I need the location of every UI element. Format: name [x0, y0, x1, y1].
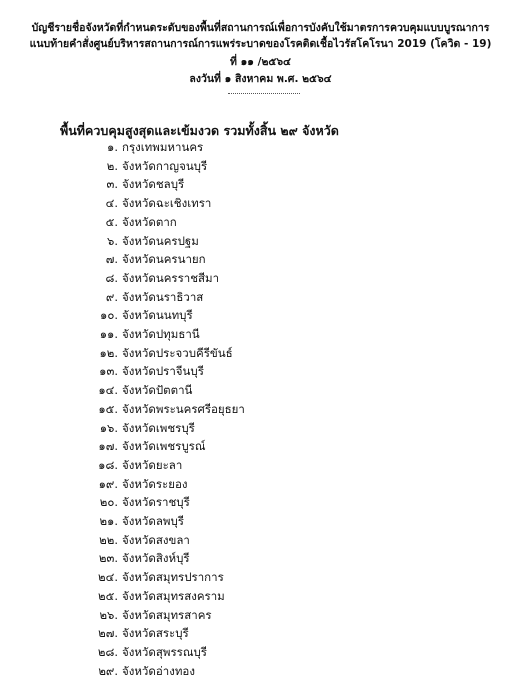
province-number: ๗.	[105, 252, 118, 267]
province-name: จังหวัดปราจีนบุรี	[122, 364, 204, 379]
province-name: กรุงเทพมหานคร	[122, 140, 204, 154]
province-list-item	[0, 194, 521, 212]
province-list-item	[0, 643, 521, 661]
order-number: ที่ ๑๑ /๒๕๖๔	[230, 56, 291, 68]
province-name: จังหวัดสุพรรณบุรี	[122, 644, 207, 659]
province-list-item	[0, 250, 521, 268]
province-number: ๑๒.	[99, 345, 118, 360]
province-name: จังหวัดอ่างทอง	[122, 663, 195, 678]
province-number: ๔.	[105, 196, 118, 211]
province-list-item	[0, 419, 521, 437]
province-name: จังหวัดนครนายก	[122, 252, 206, 267]
province-list-item	[0, 475, 521, 493]
province-name: จังหวัดนนทบุรี	[122, 308, 193, 323]
province-name: จังหวัดปัตตานี	[122, 383, 193, 398]
province-number: ๒๑.	[99, 514, 118, 528]
province-list-item	[0, 531, 521, 549]
province-number: ๑๘.	[98, 457, 118, 472]
province-number: ๕.	[105, 214, 118, 229]
province-number: ๑๑.	[99, 327, 118, 341]
province-name: จังหวัดตาก	[122, 214, 177, 229]
province-name: จังหวัดเพชรบูรณ์	[122, 439, 206, 454]
province-list-item	[0, 606, 521, 624]
province-list-item	[0, 288, 521, 306]
province-number: ๑.	[107, 140, 118, 154]
province-number: ๒๗.	[98, 626, 118, 641]
section-heading: พื้นที่ควบคุมสูงสุดและเข้มงวด รวมทั้งสิ้น ๒๙ จังหวัด	[60, 123, 339, 138]
province-number: ๙.	[105, 289, 118, 304]
province-list-item	[0, 362, 521, 380]
province-list-item	[0, 138, 521, 156]
province-name: จังหวัดยะลา	[122, 457, 183, 472]
province-name: จังหวัดนครปฐม	[122, 233, 199, 248]
province-name: จังหวัดฉะเชิงเทรา	[122, 196, 212, 211]
province-list-item	[0, 400, 521, 418]
province-list-item	[0, 437, 521, 455]
province-number: ๑๕.	[98, 401, 118, 416]
province-name: จังหวัดชลบุรี	[122, 177, 185, 192]
province-number: ๖.	[107, 233, 118, 248]
province-number: ๒๙.	[98, 663, 118, 678]
province-number: ๒๓.	[98, 551, 118, 566]
province-list-item	[0, 325, 521, 343]
province-number: ๑๓.	[99, 364, 118, 379]
province-list-item	[0, 512, 521, 530]
province-name: จังหวัดพระนครศรีอยุธยา	[122, 401, 245, 416]
document-title-line-2: แนบท้ายคำสั่งศูนย์บริหารสถานการณ์การแพร่ระบาดของโรคติดเชื้อไวรัสโคโรนา 2019 (โควิด - 19)	[29, 38, 492, 50]
province-name: จังหวัดสมุทรปราการ	[122, 570, 224, 585]
province-number: ๒๘.	[97, 644, 118, 659]
province-name: จังหวัดสมุทรสาคร	[122, 607, 212, 622]
province-list-item	[0, 175, 521, 193]
province-name: จังหวัดเพชรบุรี	[122, 420, 195, 435]
province-list-item	[0, 549, 521, 567]
province-number: ๘.	[105, 270, 118, 285]
province-number: ๓.	[106, 177, 118, 192]
province-list-item	[0, 344, 521, 362]
province-number: ๑๔.	[98, 383, 118, 398]
province-list-item	[0, 157, 521, 175]
province-number: ๒๒.	[99, 532, 118, 547]
province-number: ๑๙.	[98, 476, 118, 491]
province-number: ๑๖.	[99, 420, 118, 435]
dotted-divider	[228, 93, 300, 94]
order-date: ลงวันที่ ๑ สิงหาคม พ.ศ. ๒๕๖๔	[189, 73, 332, 85]
province-number: ๒๖.	[99, 607, 118, 622]
province-name: จังหวัดนครราชสีมา	[122, 270, 220, 285]
province-number: ๒๔.	[98, 570, 118, 585]
document-title-line-1: บัญชีรายชื่อจังหวัดที่กำหนดระดับของพื้นที่สถานการณ์เพื่อการบังคับใช้มาตรการควบคุมแบบบูรณาการ	[31, 22, 490, 34]
province-list-item	[0, 662, 521, 680]
province-list-item	[0, 213, 521, 231]
province-name: จังหวัดสระบุรี	[122, 626, 189, 641]
province-list-item	[0, 493, 521, 511]
province-list-item	[0, 587, 521, 605]
province-name: จังหวัดปทุมธานี	[122, 327, 200, 341]
province-number: ๒๕.	[98, 588, 118, 603]
province-name: จังหวัดประจวบคีรีขันธ์	[122, 345, 233, 360]
province-number: ๒.	[106, 158, 118, 173]
province-name: จังหวัดระยอง	[122, 476, 188, 491]
province-list-item	[0, 568, 521, 586]
province-number: ๑๗.	[98, 439, 118, 454]
province-name: จังหวัดสมุทรสงคราม	[122, 588, 225, 603]
province-name: จังหวัดสิงห์บุรี	[122, 551, 190, 566]
province-list-item	[0, 269, 521, 287]
province-list-item	[0, 624, 521, 642]
province-list-item	[0, 232, 521, 250]
province-list-item	[0, 306, 521, 324]
province-name: จังหวัดลพบุรี	[122, 514, 184, 528]
province-name: จังหวัดราชบุรี	[122, 495, 190, 510]
province-name: จังหวัดสงขลา	[122, 532, 190, 547]
province-number: ๑๐.	[100, 308, 118, 323]
province-number: ๒๐.	[99, 495, 118, 510]
province-name: จังหวัดนราธิวาส	[122, 289, 204, 304]
province-name: จังหวัดกาญจนบุรี	[122, 158, 208, 173]
province-list-item	[0, 381, 521, 399]
province-list-item	[0, 456, 521, 474]
